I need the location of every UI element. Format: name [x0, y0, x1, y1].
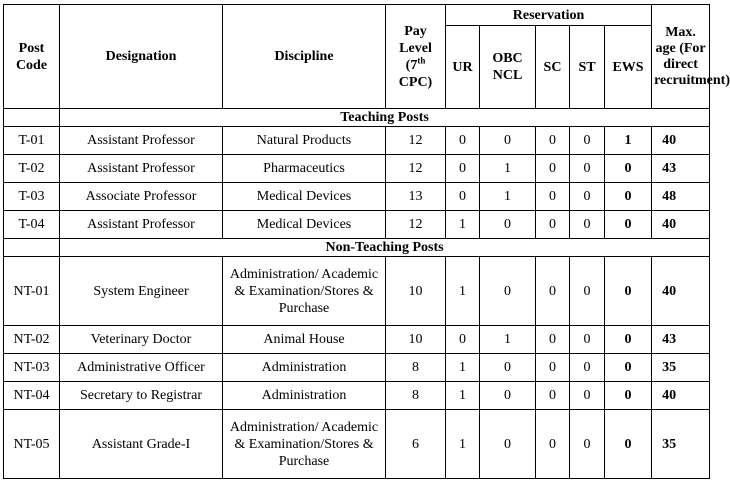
designation-cell: System Engineer — [60, 257, 223, 326]
pay-level-cell: 8 — [386, 354, 446, 382]
ews-cell: 0 — [605, 183, 652, 211]
sc-cell: 0 — [536, 382, 570, 410]
st-cell: 0 — [570, 257, 605, 326]
ews-cell: 0 — [605, 410, 652, 479]
ur-cell: 0 — [446, 326, 480, 354]
ur-cell: 0 — [446, 127, 480, 155]
pay-level-cell: 10 — [386, 326, 446, 354]
max-age-cell: 35 — [652, 410, 710, 479]
designation-cell: Assistant Professor — [60, 211, 223, 239]
header-post-code: Post Code — [4, 5, 60, 109]
st-cell: 0 — [570, 382, 605, 410]
max-age-cell: 40 — [652, 127, 710, 155]
obc-ncl-cell: 0 — [480, 410, 536, 479]
ur-cell: 0 — [446, 155, 480, 183]
section-stub — [4, 239, 60, 257]
pay-level-cell: 12 — [386, 127, 446, 155]
obc-ncl-cell: 1 — [480, 155, 536, 183]
header-discipline: Discipline — [223, 5, 386, 109]
max-age-cell: 48 — [652, 183, 710, 211]
table-row — [4, 257, 710, 326]
st-cell: 0 — [570, 410, 605, 479]
post-code-cell: NT-01 — [4, 257, 60, 326]
header-reservation: Reservation — [446, 5, 652, 26]
table-row — [4, 155, 710, 183]
pay-level-cell: 12 — [386, 211, 446, 239]
sc-cell: 0 — [536, 211, 570, 239]
section-non-teaching-label: Non-Teaching Posts — [60, 239, 710, 257]
designation-cell: Assistant Professor — [60, 127, 223, 155]
sc-cell: 0 — [536, 127, 570, 155]
ur-cell: 1 — [446, 257, 480, 326]
sc-cell: 0 — [536, 183, 570, 211]
discipline-cell: Administration — [223, 382, 386, 410]
header-ews: EWS — [605, 26, 652, 109]
discipline-cell: Medical Devices — [223, 183, 386, 211]
header-sc: SC — [536, 26, 570, 109]
designation-cell: Secretary to Registrar — [60, 382, 223, 410]
ur-cell: 1 — [446, 354, 480, 382]
teaching-rows — [4, 127, 710, 239]
ews-cell: 0 — [605, 211, 652, 239]
table-row — [4, 211, 710, 239]
ews-cell: 0 — [605, 155, 652, 183]
designation-cell: Veterinary Doctor — [60, 326, 223, 354]
table-row — [4, 127, 710, 155]
ur-cell: 1 — [446, 211, 480, 239]
ur-cell: 1 — [446, 382, 480, 410]
posts-table — [3, 4, 730, 479]
pay-level-cell: 12 — [386, 155, 446, 183]
st-cell: 0 — [570, 183, 605, 211]
ews-cell: 1 — [605, 127, 652, 155]
non-teaching-rows — [4, 257, 710, 479]
discipline-cell: Pharmaceutics — [223, 155, 386, 183]
post-code-cell: NT-03 — [4, 354, 60, 382]
obc-ncl-cell: 0 — [480, 127, 536, 155]
header-obc-ncl: OBC NCL — [480, 26, 536, 109]
pay-level-cell: 8 — [386, 382, 446, 410]
obc-ncl-cell: 0 — [480, 382, 536, 410]
post-code-cell: NT-04 — [4, 382, 60, 410]
header-max-age: Max. age (For direct recruitment) — [652, 5, 710, 109]
header-pay-level-end: CPC) — [398, 74, 433, 90]
post-code-cell: NT-02 — [4, 326, 60, 354]
discipline-cell: Natural Products — [223, 127, 386, 155]
ur-cell: 1 — [446, 410, 480, 479]
discipline-cell: Medical Devices — [223, 211, 386, 239]
obc-ncl-cell: 1 — [480, 183, 536, 211]
designation-cell: Assistant Grade-I — [60, 410, 223, 479]
pay-level-cell: 6 — [386, 410, 446, 479]
table-row — [4, 382, 710, 410]
sc-cell: 0 — [536, 326, 570, 354]
ews-cell: 0 — [605, 257, 652, 326]
discipline-cell: Administration/ Academic & Examination/Stores & Purchase — [223, 410, 386, 479]
discipline-cell: Administration/ Academic & Examination/Stores & Purchase — [223, 257, 386, 326]
post-code-cell: T-04 — [4, 211, 60, 239]
ur-cell: 0 — [446, 183, 480, 211]
pay-level-cell: 13 — [386, 183, 446, 211]
max-age-cell: 40 — [652, 211, 710, 239]
discipline-cell: Animal House — [223, 326, 386, 354]
sc-cell: 0 — [536, 410, 570, 479]
designation-cell: Associate Professor — [60, 183, 223, 211]
designation-cell: Administrative Officer — [60, 354, 223, 382]
max-age-cell: 35 — [652, 354, 710, 382]
max-age-cell: 40 — [652, 382, 710, 410]
sc-cell: 0 — [536, 257, 570, 326]
header-pay-level-main: Pay Level (7 — [399, 23, 432, 73]
post-code-cell: T-02 — [4, 155, 60, 183]
ews-cell: 0 — [605, 326, 652, 354]
table-row — [4, 326, 710, 354]
pay-level-cell: 10 — [386, 257, 446, 326]
table-row — [4, 410, 710, 479]
header-pay-level-sup: th — [417, 54, 426, 65]
sc-cell: 0 — [536, 155, 570, 183]
obc-ncl-cell: 0 — [480, 211, 536, 239]
post-code-cell: NT-05 — [4, 410, 60, 479]
st-cell: 0 — [570, 127, 605, 155]
table-row — [4, 183, 710, 211]
st-cell: 0 — [570, 326, 605, 354]
max-age-cell: 40 — [652, 257, 710, 326]
section-row-non-teaching — [4, 239, 710, 257]
obc-ncl-cell: 1 — [480, 326, 536, 354]
header-pay-level — [386, 5, 446, 109]
sc-cell: 0 — [536, 354, 570, 382]
ews-cell: 0 — [605, 382, 652, 410]
obc-ncl-cell: 0 — [480, 257, 536, 326]
table-row — [4, 354, 710, 382]
section-row-teaching — [4, 109, 710, 127]
ews-cell: 0 — [605, 354, 652, 382]
st-cell: 0 — [570, 211, 605, 239]
designation-cell: Assistant Professor — [60, 155, 223, 183]
header-st: ST — [570, 26, 605, 109]
post-code-cell: T-01 — [4, 127, 60, 155]
header-ur: UR — [446, 26, 480, 109]
discipline-cell: Administration — [223, 354, 386, 382]
max-age-cell: 43 — [652, 326, 710, 354]
section-teaching-label: Teaching Posts — [60, 109, 710, 127]
section-stub — [4, 109, 60, 127]
header-designation: Designation — [60, 5, 223, 109]
obc-ncl-cell: 0 — [480, 354, 536, 382]
st-cell: 0 — [570, 155, 605, 183]
max-age-cell: 43 — [652, 155, 710, 183]
st-cell: 0 — [570, 354, 605, 382]
post-code-cell: T-03 — [4, 183, 60, 211]
